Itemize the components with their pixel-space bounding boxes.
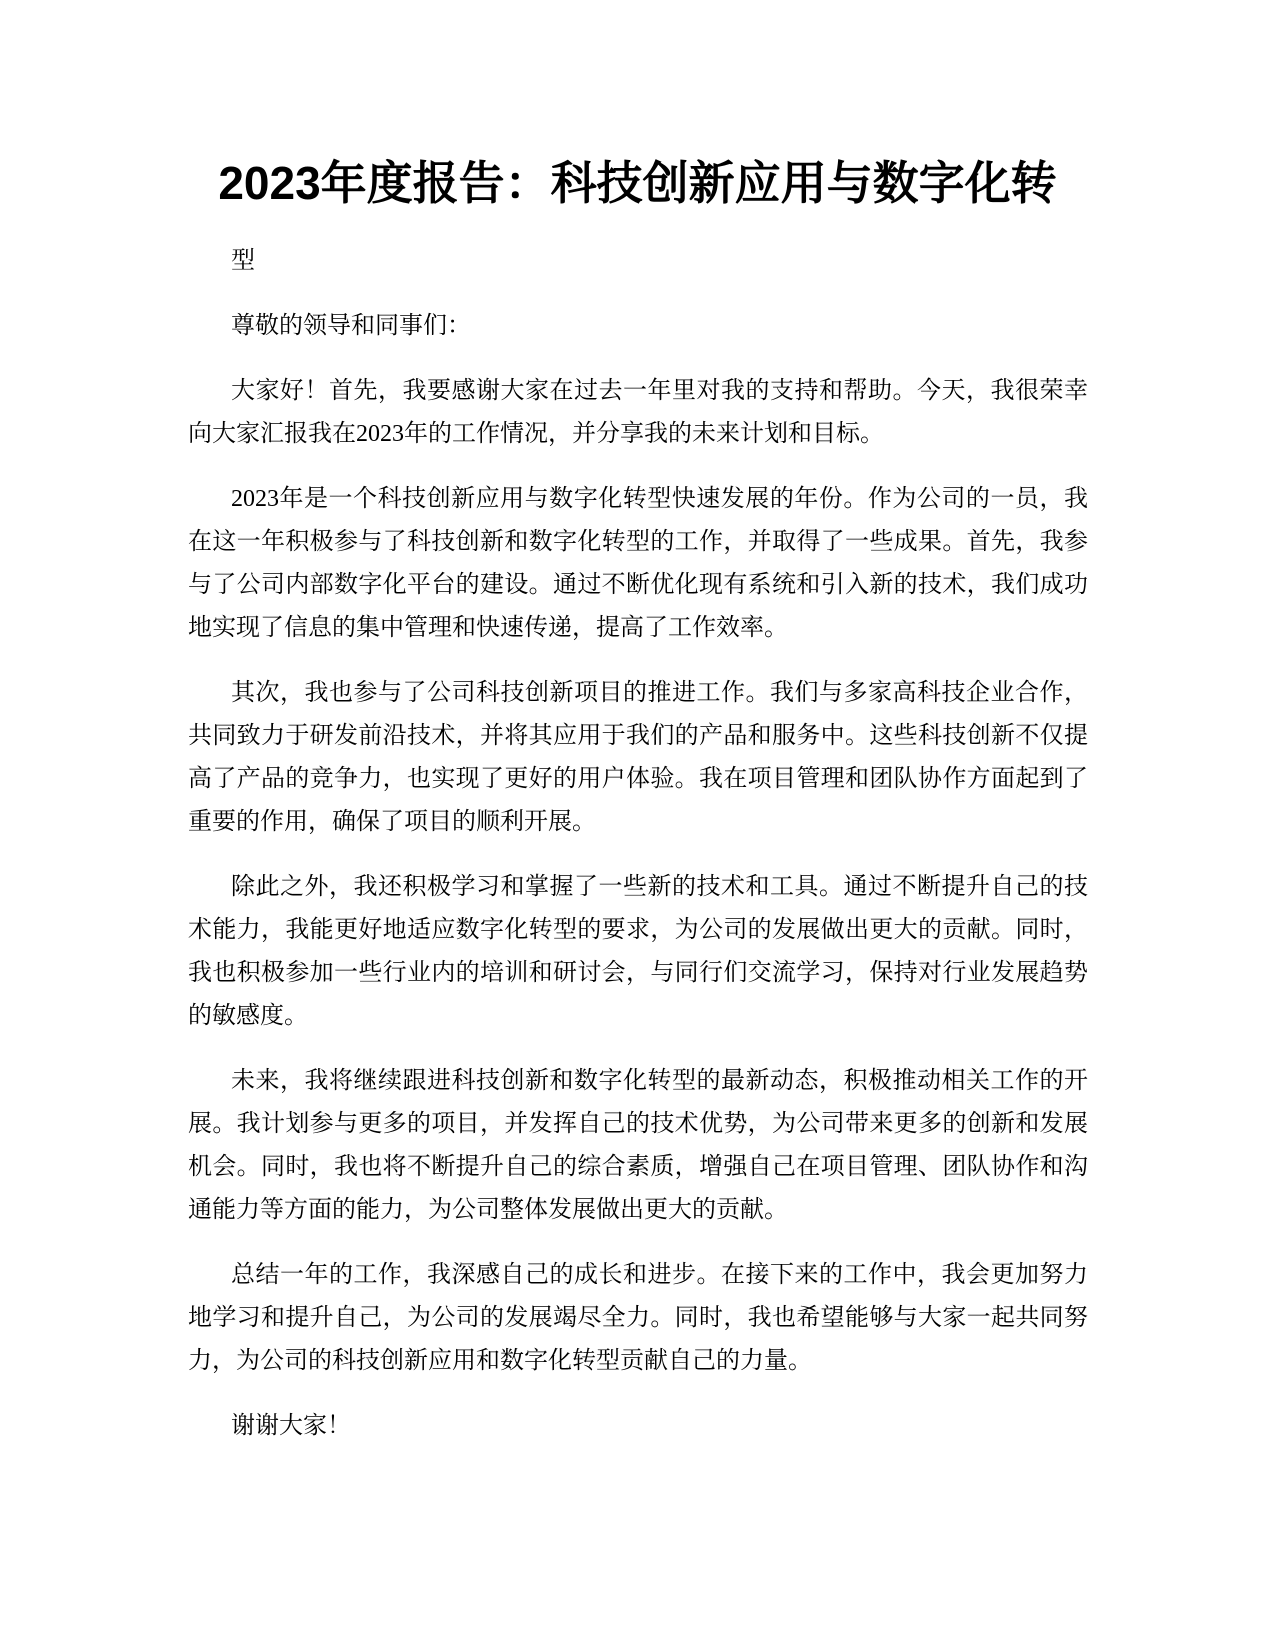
document-title-continuation: 型 bbox=[231, 248, 255, 274]
document-body bbox=[188, 240, 1088, 1470]
salutation: 尊敬的领导和同事们： bbox=[231, 313, 471, 339]
paragraph-innovation-projects: 其次，我也参与了公司科技创新项目的推进工作。我们与多家高科技企业合作，共同致力于研发前沿技术，并将其应用于我们的产品和服务中。这些科技创新不仅提高了产品的竞争力，也实现了更好的用户体验。我在项目管理和团队协作方面起到了重要的作用，确保了项目的顺利开展。 bbox=[188, 680, 1088, 835]
paragraph-summary: 总结一年的工作，我深感自己的成长和进步。在接下来的工作中，我会更加努力地学习和提升自己，为公司的发展竭尽全力。同时，我也希望能够与大家一起共同努力，为公司的科技创新应用和数字化转型贡献自己的力量。 bbox=[188, 1262, 1088, 1374]
closing: 谢谢大家！ bbox=[231, 1413, 351, 1439]
paragraph-future-plans: 未来，我将继续跟进科技创新和数字化转型的最新动态，积极推动相关工作的开展。我计划参与更多的项目，并发挥自己的技术优势，为公司带来更多的创新和发展机会。同时，我也将不断提升自己的综合素质，增强自己在项目管理、团队协作和沟通能力等方面的能力，为公司整体发展做出更大的贡献。 bbox=[188, 1068, 1088, 1223]
document-title: 2023年度报告：科技创新应用与数字化转 bbox=[218, 157, 1057, 209]
paragraph-greeting: 大家好！首先，我要感谢大家在过去一年里对我的支持和帮助。今天，我很荣幸向大家汇报我在2023年的工作情况，并分享我的未来计划和目标。 bbox=[188, 378, 1088, 447]
paragraph-digital-platform: 2023年是一个科技创新应用与数字化转型快速发展的年份。作为公司的一员，我在这一年积极参与了科技创新和数字化转型的工作，并取得了一些成果。首先，我参与了公司内部数字化平台的建设。通过不断优化现有系统和引入新的技术，我们成功地实现了信息的集中管理和快速传递，提高了工作效率。 bbox=[188, 486, 1088, 641]
paragraph-learning: 除此之外，我还积极学习和掌握了一些新的技术和工具。通过不断提升自己的技术能力，我能更好地适应数字化转型的要求，为公司的发展做出更大的贡献。同时，我也积极参加一些行业内的培训和研讨会，与同行们交流学习，保持对行业发展趋势的敏感度。 bbox=[188, 874, 1088, 1029]
